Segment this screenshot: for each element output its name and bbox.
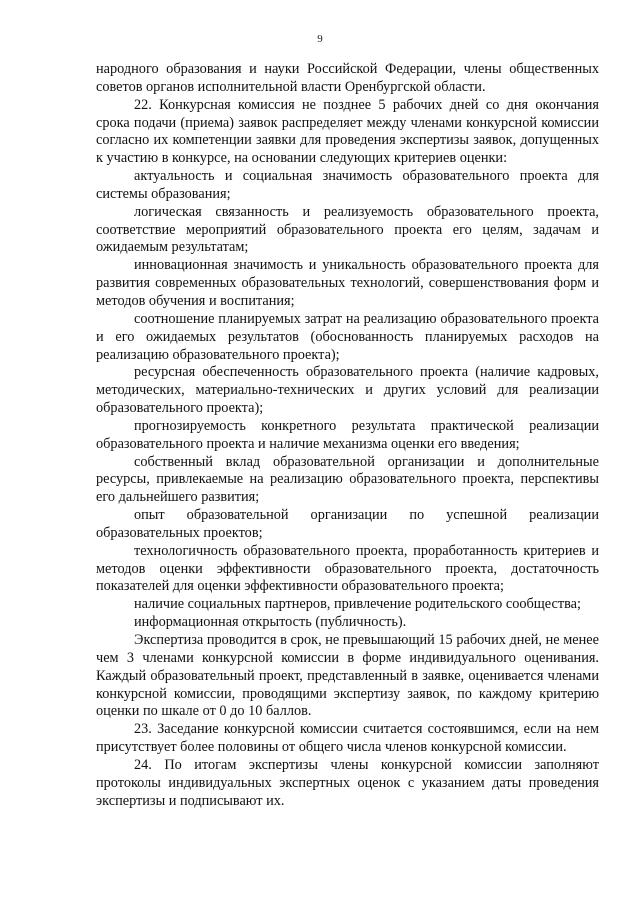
criterion-relevance: актуальность и социальная значимость образовательного проекта для системы образования; (96, 168, 599, 202)
criterion-cost-ratio: соотношение планируемых затрат на реализацию образовательного проекта и его ожидаемых результатов (обоснованность планируемых расходов на реализацию образовательного проекта); (96, 310, 599, 363)
criterion-partners: наличие социальных партнеров, привлечение родительского сообщества; (134, 596, 581, 613)
criterion-resources: ресурсная обеспеченность образовательного проекта (наличие кадровых, методических, материально-технических и других условий для реализации образовательного проекта); (96, 364, 599, 417)
paragraph-item-24: 24. По итогам экспертизы члены конкурсной комиссии заполняют протоколы индивидуальных экспертных оценок с указанием даты проведения экспертизы и подписывают их. (96, 756, 599, 809)
paragraph-continuation: народного образования и науки Российской Федерации, члены общественных советов органов исполнительной власти Оренбургской области. (96, 61, 599, 95)
criterion-innovation: инновационная значимость и уникальность образовательного проекта для развития современных образовательных технологий, совершенствования форм и методов обучения и воспитания; (96, 257, 599, 309)
criterion-predictability: прогнозируемость конкретного результата практической реализации образовательного проекта и наличие механизма оценки его введения; (96, 417, 599, 452)
criterion-logical-coherence: логическая связанность и реализуемость образовательного проекта, соответствие мероприятий образовательного проекта его целям, задачам и ожидаемым результатам; (96, 203, 599, 256)
criterion-technology: технологичность образовательного проекта, проработанность критериев и методов оценки эффективности образовательного проекта, достаточность показателей для оценки эффективности образовательного проекта; (96, 542, 599, 595)
page-number: 9 (317, 33, 323, 45)
criterion-own-contribution: собственный вклад образовательной организации и дополнительные ресурсы, привлекаемые на реализацию образовательного проекта, перспективы его дальнейшего развития; (96, 453, 599, 506)
document-body (96, 61, 599, 810)
paragraph-item-22: 22. Конкурсная комиссия не позднее 5 рабочих дней со дня окончания срока подачи (приема) заявок распределяет между членами конкурсной комиссии согласно их компетенции заявки для проведения экспертизы заявок, допущенных к участию в конкурсе, на основании следующих критериев оценки: (96, 96, 599, 167)
criterion-experience: опыт образовательной организации по успешной реализации образовательных проектов; (96, 507, 599, 541)
criterion-openness: информационная открытость (публичность). (134, 614, 407, 631)
paragraph-item-23: 23. Заседание конкурсной комиссии считается состоявшимся, если на нем присутствует более половины от общего числа членов конкурсной комиссии. (96, 721, 599, 756)
paragraph-expertise: Экспертиза проводится в срок, не превышающий 15 рабочих дней, не менее чем 3 членами конкурсной комиссии в форме индивидуального оценивания. Каждый образовательный проект, представленный в заявке, оценивается членами конкурсной комиссии, проводящими экспертизу заявок, по каждому критерию оценки по шкале от 0 до 10 баллов. (96, 632, 599, 720)
